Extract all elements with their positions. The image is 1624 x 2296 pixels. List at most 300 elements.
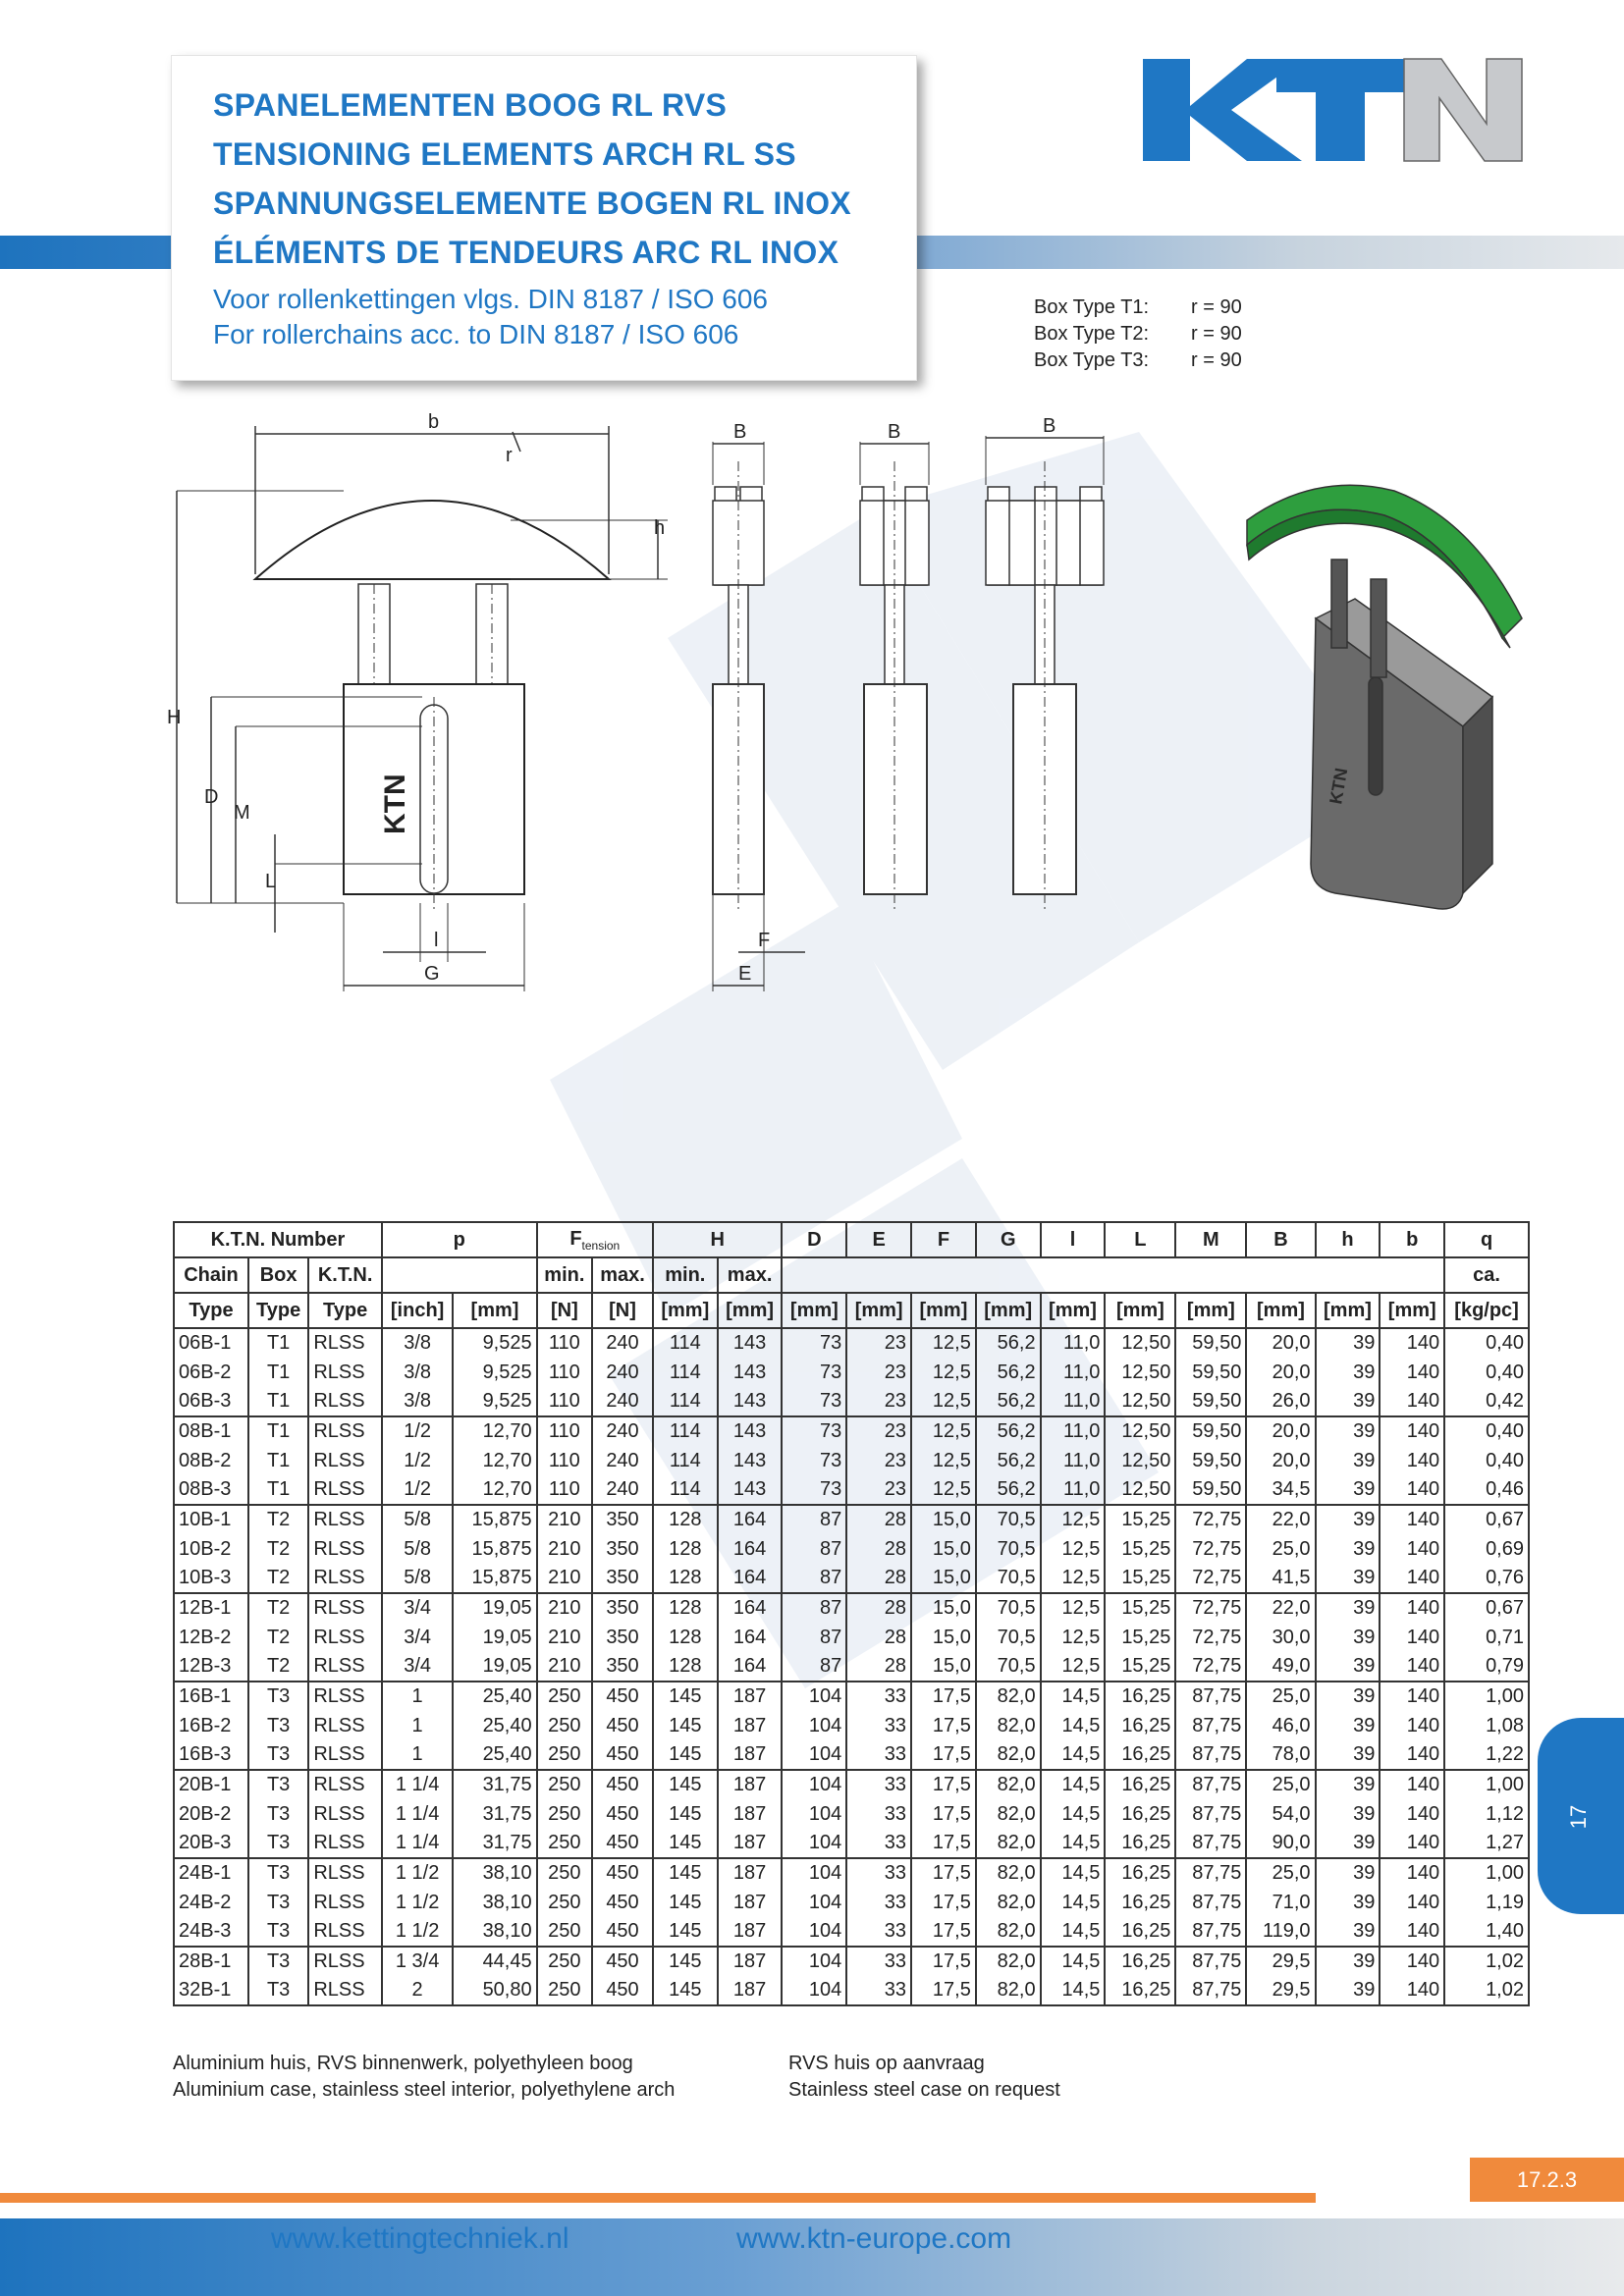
- table-cell: 23: [846, 1358, 911, 1387]
- table-cell: 56,2: [976, 1446, 1041, 1475]
- table-cell: 145: [653, 1858, 718, 1888]
- table-row: [174, 1917, 1529, 1947]
- box-type-row: [1034, 347, 1242, 374]
- col-l: l: [1041, 1222, 1106, 1257]
- table-cell: 187: [718, 1976, 783, 2005]
- note-line: Aluminium case, stainless steel interior, polyethylene arch: [173, 2079, 676, 2101]
- table-cell: 39: [1316, 1799, 1380, 1829]
- table-cell: 39: [1316, 1416, 1380, 1446]
- table-cell: 33: [846, 1976, 911, 2005]
- table-cell: 0,69: [1444, 1534, 1529, 1564]
- table-cell: 2: [382, 1976, 453, 2005]
- table-cell: 15,0: [911, 1505, 976, 1534]
- table-cell: T3: [248, 1917, 308, 1947]
- table-cell: T1: [248, 1358, 308, 1387]
- table-cell: 1,00: [1444, 1770, 1529, 1799]
- table-cell: 140: [1380, 1711, 1444, 1740]
- table-cell: 82,0: [976, 1799, 1041, 1829]
- table-cell: 12,5: [911, 1475, 976, 1505]
- table-row: [174, 1593, 1529, 1623]
- table-cell: 34,5: [1246, 1475, 1315, 1505]
- table-cell: 72,75: [1175, 1564, 1246, 1593]
- table-cell: 16,25: [1105, 1740, 1175, 1770]
- table-cell: 210: [537, 1623, 592, 1652]
- table-cell: 72,75: [1175, 1652, 1246, 1682]
- table-cell: 187: [718, 1799, 783, 1829]
- table-cell: 70,5: [976, 1505, 1041, 1534]
- table-cell: 104: [782, 1799, 846, 1829]
- dim-B: B: [888, 421, 901, 443]
- unit-mm: [mm]: [1105, 1293, 1175, 1328]
- table-cell: 187: [718, 1682, 783, 1711]
- table-cell: 14,5: [1041, 1976, 1106, 2005]
- table-cell: RLSS: [308, 1682, 382, 1711]
- table-cell: 31,75: [453, 1829, 536, 1858]
- table-cell: 25,0: [1246, 1534, 1315, 1564]
- table-cell: 82,0: [976, 1917, 1041, 1947]
- box-type-row: [1034, 321, 1242, 347]
- table-cell: 12,5: [911, 1387, 976, 1416]
- table-cell: 110: [537, 1387, 592, 1416]
- table-cell: 140: [1380, 1682, 1444, 1711]
- table-cell: 16,25: [1105, 1682, 1175, 1711]
- table-cell: 187: [718, 1917, 783, 1947]
- table-cell: 28: [846, 1623, 911, 1652]
- table-cell: 78,0: [1246, 1740, 1315, 1770]
- col-G: G: [976, 1222, 1041, 1257]
- table-cell: 12,50: [1105, 1358, 1175, 1387]
- table-cell: 104: [782, 1740, 846, 1770]
- table-cell: 11,0: [1041, 1446, 1106, 1475]
- notes-left: [173, 2051, 675, 2104]
- table-cell: 16,25: [1105, 1888, 1175, 1917]
- table-cell: 250: [537, 1947, 592, 1976]
- table-cell: 11,0: [1041, 1475, 1106, 1505]
- table-cell: 140: [1380, 1917, 1444, 1947]
- table-cell: 17,5: [911, 1888, 976, 1917]
- product-ktn-mark: KTN: [1326, 766, 1352, 806]
- table-cell: 250: [537, 1888, 592, 1917]
- dim-h: h: [654, 517, 666, 539]
- table-cell: 114: [653, 1446, 718, 1475]
- table-cell: 1 1/4: [382, 1799, 453, 1829]
- table-cell: 15,25: [1105, 1593, 1175, 1623]
- table-cell: 06B-2: [174, 1358, 248, 1387]
- table-cell: 73: [782, 1328, 846, 1358]
- col-h: h: [1316, 1222, 1380, 1257]
- box-type-label: Box Type T3:: [1034, 349, 1150, 371]
- unit-type: Type: [308, 1293, 382, 1328]
- table-cell: 39: [1316, 1711, 1380, 1740]
- table-cell: 24B-2: [174, 1888, 248, 1917]
- table-cell: 12,70: [453, 1446, 536, 1475]
- table-cell: 14,5: [1041, 1829, 1106, 1858]
- table-cell: 140: [1380, 1358, 1444, 1387]
- table-cell: 0,40: [1444, 1358, 1529, 1387]
- table-cell: 82,0: [976, 1888, 1041, 1917]
- table-cell: 38,10: [453, 1858, 536, 1888]
- table-cell: 12,70: [453, 1416, 536, 1446]
- note-line: Stainless steel case on request: [788, 2079, 1060, 2101]
- unit-mm: [mm]: [911, 1293, 976, 1328]
- table-cell: RLSS: [308, 1328, 382, 1358]
- table-cell: RLSS: [308, 1534, 382, 1564]
- table-cell: RLSS: [308, 1888, 382, 1917]
- table-cell: 143: [718, 1328, 783, 1358]
- table-cell: 70,5: [976, 1534, 1041, 1564]
- dim-E: E: [738, 963, 752, 985]
- table-cell: 12,50: [1105, 1387, 1175, 1416]
- col-b: b: [1380, 1222, 1444, 1257]
- table-row: [174, 1682, 1529, 1711]
- col-blank: [782, 1257, 1444, 1293]
- table-cell: T2: [248, 1505, 308, 1534]
- table-cell: 1 1/2: [382, 1917, 453, 1947]
- table-cell: 14,5: [1041, 1858, 1106, 1888]
- table-cell: 140: [1380, 1770, 1444, 1799]
- table-cell: RLSS: [308, 1770, 382, 1799]
- table-cell: 140: [1380, 1446, 1444, 1475]
- notes-right: [788, 2051, 1060, 2104]
- table-cell: 16,25: [1105, 1976, 1175, 2005]
- table-row: [174, 1976, 1529, 2005]
- ktn-box-mark: KTN: [379, 774, 411, 834]
- table-cell: 33: [846, 1799, 911, 1829]
- table-cell: 29,5: [1246, 1947, 1315, 1976]
- table-cell: 187: [718, 1888, 783, 1917]
- table-cell: RLSS: [308, 1799, 382, 1829]
- table-cell: 56,2: [976, 1328, 1041, 1358]
- table-cell: 31,75: [453, 1770, 536, 1799]
- table-cell: 39: [1316, 1564, 1380, 1593]
- table-cell: 250: [537, 1829, 592, 1858]
- table-cell: 39: [1316, 1358, 1380, 1387]
- table-cell: 1: [382, 1740, 453, 1770]
- table-cell: 110: [537, 1475, 592, 1505]
- table-cell: 15,875: [453, 1534, 536, 1564]
- table-cell: 240: [592, 1358, 653, 1387]
- table-cell: T1: [248, 1416, 308, 1446]
- unit-kgpc: [kg/pc]: [1444, 1293, 1529, 1328]
- table-cell: 15,0: [911, 1534, 976, 1564]
- table-cell: 17,5: [911, 1740, 976, 1770]
- table-row: [174, 1799, 1529, 1829]
- table-cell: 12,5: [1041, 1652, 1106, 1682]
- col-E: E: [846, 1222, 911, 1257]
- table-cell: 39: [1316, 1387, 1380, 1416]
- table-cell: 23: [846, 1446, 911, 1475]
- table-cell: 20,0: [1246, 1446, 1315, 1475]
- table-cell: 87: [782, 1534, 846, 1564]
- table-cell: 9,525: [453, 1328, 536, 1358]
- table-cell: RLSS: [308, 1858, 382, 1888]
- table-cell: 56,2: [976, 1416, 1041, 1446]
- table-cell: 87,75: [1175, 1888, 1246, 1917]
- table-cell: 39: [1316, 1770, 1380, 1799]
- table-cell: 17,5: [911, 1917, 976, 1947]
- note-line: Aluminium huis, RVS binnenwerk, polyethyleen boog: [173, 2053, 633, 2074]
- table-cell: 49,0: [1246, 1652, 1315, 1682]
- table-cell: 14,5: [1041, 1888, 1106, 1917]
- table-cell: 1 1/2: [382, 1888, 453, 1917]
- unit-type: Type: [174, 1293, 248, 1328]
- table-cell: 450: [592, 1947, 653, 1976]
- table-cell: 240: [592, 1328, 653, 1358]
- table-cell: RLSS: [308, 1593, 382, 1623]
- table-cell: 250: [537, 1799, 592, 1829]
- unit-mm: [mm]: [1380, 1293, 1444, 1328]
- table-cell: 39: [1316, 1593, 1380, 1623]
- table-cell: 17,5: [911, 1799, 976, 1829]
- table-cell: 39: [1316, 1505, 1380, 1534]
- table-cell: 70,5: [976, 1652, 1041, 1682]
- table-cell: 72,75: [1175, 1623, 1246, 1652]
- table-cell: 0,67: [1444, 1593, 1529, 1623]
- subtitle-en: For rollerchains acc. to DIN 8187 / ISO 606: [213, 319, 739, 349]
- table-cell: 12,50: [1105, 1416, 1175, 1446]
- table-cell: 14,5: [1041, 1770, 1106, 1799]
- table-cell: T3: [248, 1711, 308, 1740]
- table-cell: 104: [782, 1947, 846, 1976]
- table-cell: 82,0: [976, 1682, 1041, 1711]
- table-cell: 1/2: [382, 1475, 453, 1505]
- table-cell: 210: [537, 1505, 592, 1534]
- unit-mm: [mm]: [1316, 1293, 1380, 1328]
- table-cell: 5/8: [382, 1534, 453, 1564]
- table-cell: 0,67: [1444, 1505, 1529, 1534]
- footer-link-ktn-europe[interactable]: www.ktn-europe.com: [736, 2222, 1012, 2255]
- table-cell: 12B-1: [174, 1593, 248, 1623]
- table-cell: 210: [537, 1564, 592, 1593]
- unit-n: [N]: [592, 1293, 653, 1328]
- table-cell: 06B-1: [174, 1328, 248, 1358]
- box-type-list: [1034, 294, 1242, 374]
- table-cell: 50,80: [453, 1976, 536, 2005]
- table-cell: 23: [846, 1328, 911, 1358]
- table-cell: 250: [537, 1682, 592, 1711]
- table-row: [174, 1858, 1529, 1888]
- unit-mm: [mm]: [718, 1293, 783, 1328]
- table-row: [174, 1888, 1529, 1917]
- table-cell: 15,25: [1105, 1623, 1175, 1652]
- table-cell: 250: [537, 1976, 592, 2005]
- table-cell: T3: [248, 1947, 308, 1976]
- table-cell: 87,75: [1175, 1947, 1246, 1976]
- table-cell: T1: [248, 1446, 308, 1475]
- table-cell: 56,2: [976, 1475, 1041, 1505]
- table-cell: 210: [537, 1534, 592, 1564]
- col-q: q: [1444, 1222, 1529, 1257]
- table-cell: 450: [592, 1740, 653, 1770]
- dim-B: B: [1043, 415, 1056, 437]
- table-cell: 46,0: [1246, 1711, 1315, 1740]
- table-cell: 240: [592, 1475, 653, 1505]
- table-cell: 11,0: [1041, 1358, 1106, 1387]
- side-view-t2: [860, 421, 929, 913]
- page-number: 17.2.3: [1470, 2158, 1624, 2202]
- dim-H: H: [167, 707, 182, 728]
- table-cell: 114: [653, 1387, 718, 1416]
- table-cell: 22,0: [1246, 1593, 1315, 1623]
- box-type-value: r = 90: [1191, 296, 1242, 318]
- table-cell: 12,5: [1041, 1505, 1106, 1534]
- table-cell: 14,5: [1041, 1917, 1106, 1947]
- table-cell: 10B-2: [174, 1534, 248, 1564]
- box-type-label: Box Type T1:: [1034, 296, 1150, 318]
- table-cell: 26,0: [1246, 1387, 1315, 1416]
- table-cell: 32B-1: [174, 1976, 248, 2005]
- table-cell: 39: [1316, 1446, 1380, 1475]
- col-ktn: K.T.N.: [308, 1257, 382, 1293]
- table-cell: 110: [537, 1328, 592, 1358]
- table-cell: 187: [718, 1711, 783, 1740]
- table-cell: 1,00: [1444, 1858, 1529, 1888]
- table-cell: 87,75: [1175, 1682, 1246, 1711]
- box-type-value: r = 90: [1191, 349, 1242, 371]
- table-cell: 73: [782, 1358, 846, 1387]
- table-cell: 39: [1316, 1947, 1380, 1976]
- table-cell: 33: [846, 1888, 911, 1917]
- table-cell: 0,79: [1444, 1652, 1529, 1682]
- table-cell: 210: [537, 1593, 592, 1623]
- table-cell: 3/4: [382, 1623, 453, 1652]
- table-cell: 82,0: [976, 1711, 1041, 1740]
- col-chain: Chain: [174, 1257, 248, 1293]
- table-cell: 350: [592, 1564, 653, 1593]
- table-cell: RLSS: [308, 1505, 382, 1534]
- table-cell: 82,0: [976, 1976, 1041, 2005]
- col-f-label: F: [569, 1227, 582, 1250]
- table-cell: 143: [718, 1446, 783, 1475]
- table-cell: 16,25: [1105, 1858, 1175, 1888]
- table-cell: 350: [592, 1623, 653, 1652]
- table-cell: 33: [846, 1858, 911, 1888]
- table-cell: 12,5: [911, 1416, 976, 1446]
- table-cell: 12,5: [911, 1446, 976, 1475]
- table-cell: 143: [718, 1387, 783, 1416]
- table-cell: 39: [1316, 1682, 1380, 1711]
- table-cell: 104: [782, 1682, 846, 1711]
- table-cell: 145: [653, 1799, 718, 1829]
- table-cell: 140: [1380, 1416, 1444, 1446]
- footer-link-kettingtechniek[interactable]: www.kettingtechniek.nl: [271, 2222, 569, 2255]
- table-cell: 350: [592, 1652, 653, 1682]
- table-cell: 24B-1: [174, 1858, 248, 1888]
- table-cell: 56,2: [976, 1358, 1041, 1387]
- table-cell: 1,27: [1444, 1829, 1529, 1858]
- table-cell: 15,25: [1105, 1652, 1175, 1682]
- table-cell: 17,5: [911, 1829, 976, 1858]
- table-cell: 24B-3: [174, 1917, 248, 1947]
- table-cell: 25,0: [1246, 1858, 1315, 1888]
- table-cell: RLSS: [308, 1652, 382, 1682]
- table-cell: 3/4: [382, 1593, 453, 1623]
- spec-table-body: [174, 1328, 1529, 2005]
- table-cell: 11,0: [1041, 1328, 1106, 1358]
- table-cell: 17,5: [911, 1976, 976, 2005]
- table-cell: 140: [1380, 1740, 1444, 1770]
- table-cell: 73: [782, 1446, 846, 1475]
- table-cell: 20,0: [1246, 1328, 1315, 1358]
- table-cell: 16,25: [1105, 1947, 1175, 1976]
- table-cell: 39: [1316, 1623, 1380, 1652]
- table-cell: 104: [782, 1888, 846, 1917]
- table-cell: T1: [248, 1328, 308, 1358]
- table-cell: 16B-3: [174, 1740, 248, 1770]
- title-box: [171, 55, 917, 381]
- table-cell: 1 1/2: [382, 1858, 453, 1888]
- table-cell: 54,0: [1246, 1799, 1315, 1829]
- table-cell: 16B-2: [174, 1711, 248, 1740]
- table-cell: 73: [782, 1475, 846, 1505]
- table-cell: 1 1/4: [382, 1770, 453, 1799]
- table-cell: 12,5: [1041, 1564, 1106, 1593]
- table-cell: 12B-2: [174, 1623, 248, 1652]
- col-L: L: [1105, 1222, 1175, 1257]
- table-cell: 06B-3: [174, 1387, 248, 1416]
- table-cell: 33: [846, 1711, 911, 1740]
- table-cell: T3: [248, 1858, 308, 1888]
- product-3d-view: [1247, 485, 1522, 909]
- table-cell: 15,0: [911, 1623, 976, 1652]
- table-cell: 59,50: [1175, 1446, 1246, 1475]
- table-cell: 08B-2: [174, 1446, 248, 1475]
- table-cell: 140: [1380, 1858, 1444, 1888]
- dim-B: B: [733, 421, 747, 443]
- table-cell: 104: [782, 1858, 846, 1888]
- table-cell: RLSS: [308, 1829, 382, 1858]
- table-cell: 23: [846, 1387, 911, 1416]
- table-cell: 20B-1: [174, 1770, 248, 1799]
- col-B: B: [1246, 1222, 1315, 1257]
- table-cell: 39: [1316, 1829, 1380, 1858]
- table-cell: 25,40: [453, 1711, 536, 1740]
- chapter-tab[interactable]: [1538, 1718, 1624, 1914]
- table-cell: 145: [653, 1711, 718, 1740]
- table-cell: 9,525: [453, 1358, 536, 1387]
- table-cell: 128: [653, 1505, 718, 1534]
- table-cell: 08B-1: [174, 1416, 248, 1446]
- table-row: [174, 1475, 1529, 1505]
- table-cell: 145: [653, 1976, 718, 2005]
- table-cell: 28B-1: [174, 1947, 248, 1976]
- table-cell: 140: [1380, 1623, 1444, 1652]
- table-cell: 250: [537, 1858, 592, 1888]
- table-cell: 73: [782, 1416, 846, 1446]
- table-cell: 14,5: [1041, 1947, 1106, 1976]
- table-cell: 16,25: [1105, 1799, 1175, 1829]
- table-cell: 10B-1: [174, 1505, 248, 1534]
- table-cell: 33: [846, 1947, 911, 1976]
- table-cell: 250: [537, 1740, 592, 1770]
- title-fr: ÉLÉMENTS DE TENDEURS ARC RL INOX: [213, 235, 839, 270]
- table-cell: 9,525: [453, 1387, 536, 1416]
- table-cell: T2: [248, 1652, 308, 1682]
- dim-D: D: [204, 786, 219, 808]
- table-cell: 33: [846, 1770, 911, 1799]
- table-cell: 450: [592, 1829, 653, 1858]
- unit-n: [N]: [537, 1293, 592, 1328]
- table-cell: T3: [248, 1740, 308, 1770]
- table-cell: 12,70: [453, 1475, 536, 1505]
- table-cell: 12,50: [1105, 1475, 1175, 1505]
- table-cell: RLSS: [308, 1358, 382, 1387]
- table-cell: 350: [592, 1593, 653, 1623]
- table-cell: 72,75: [1175, 1534, 1246, 1564]
- col-p: p: [382, 1222, 537, 1257]
- dim-l: l: [434, 930, 439, 951]
- chapter-tab-label: 17: [1566, 1804, 1592, 1830]
